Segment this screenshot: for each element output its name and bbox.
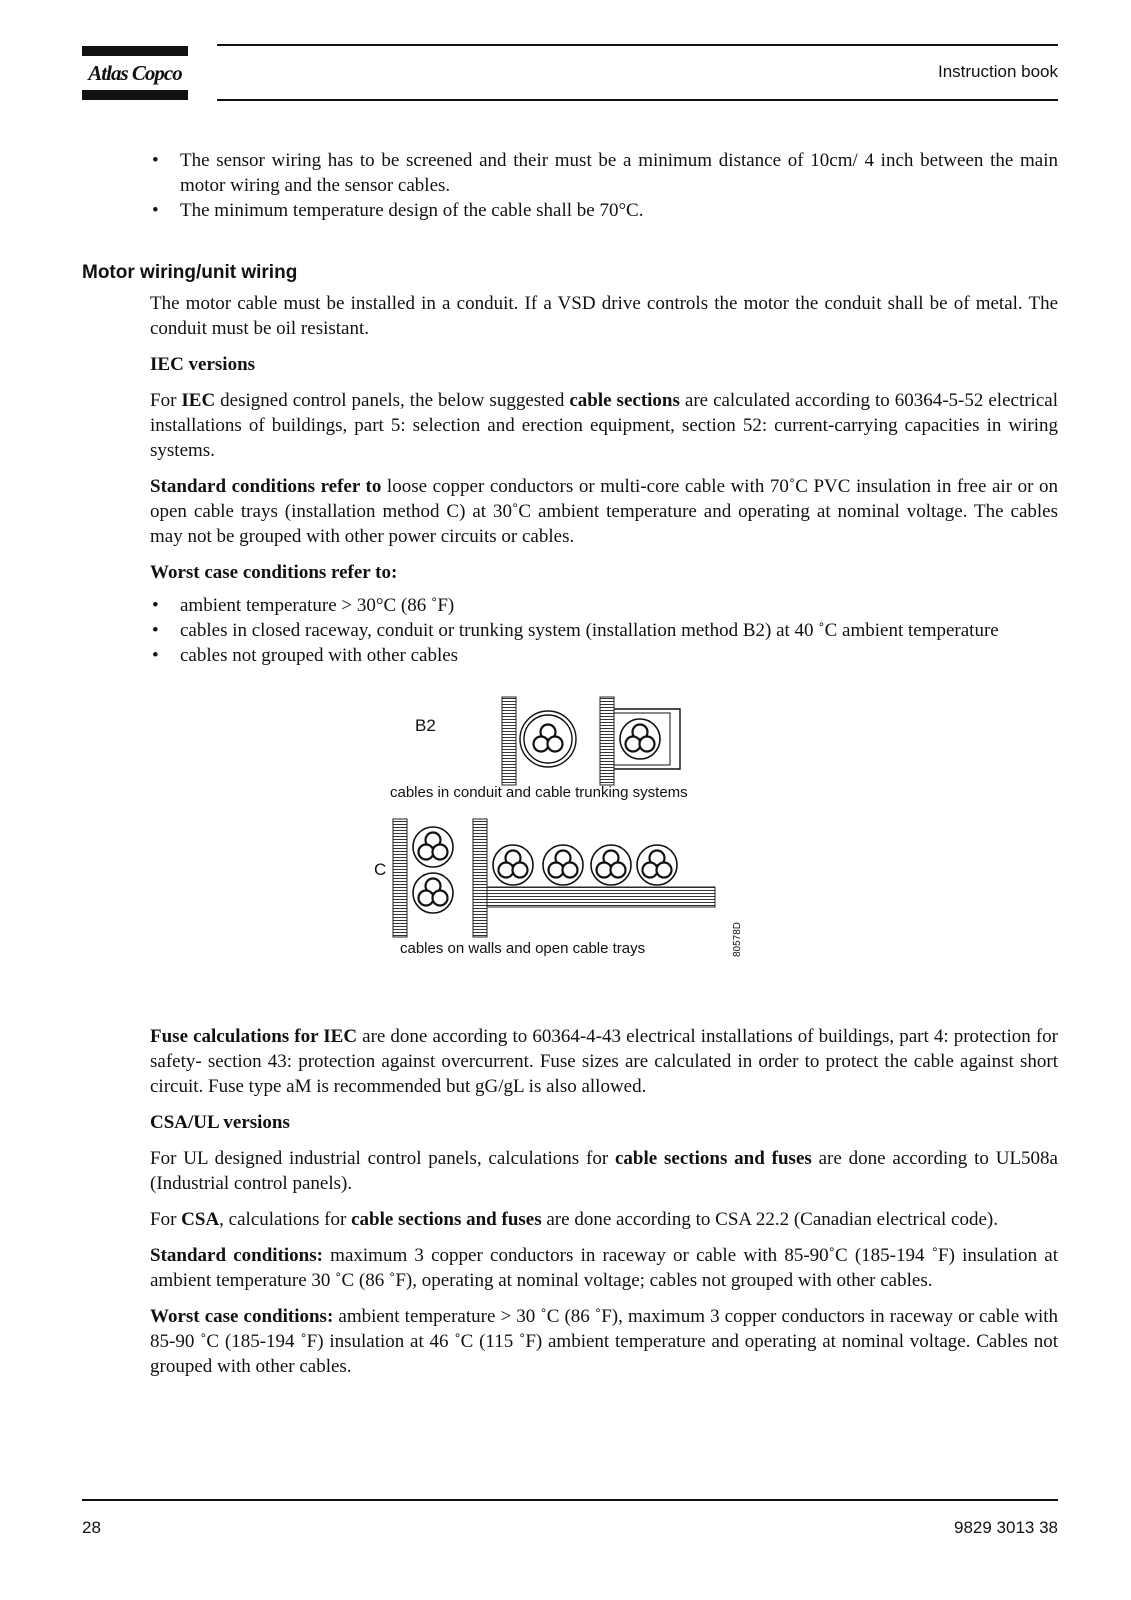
iec-heading: IEC versions: [150, 354, 256, 375]
header-rule-top: [217, 44, 1058, 46]
worst-case-bullet-list: [150, 593, 1058, 668]
intro-bullet-list: [150, 148, 1058, 223]
trunking-illustration: [600, 697, 680, 785]
open-tray-illustration: [473, 819, 715, 937]
list-item: • The minimum temperature design of the cable shall be 70°C.: [150, 198, 1058, 223]
list-item: • The sensor wiring has to be screened and their must be a minimum distance of 10cm/ 4 inch between the main motor wiring and the sensor cables.: [150, 148, 1058, 198]
csa-paragraph: For CSA, calculations for cable sections and fuses are done according to CSA 22.2 (Canadian electrical code).: [150, 1209, 998, 1230]
iec-worst-heading: Worst case conditions refer to:: [150, 562, 398, 583]
page-number: 28: [82, 1518, 101, 1537]
logo-bar-top: [82, 46, 188, 56]
list-item: • cables in closed raceway, conduit or trunking system (installation method B2) at 40 ˚C ambient temperature: [150, 618, 1058, 643]
motor-cable-paragraph: The motor cable must be installed in a conduit. If a VSD drive controls the motor the conduit shall be of metal. The conduit must be oil resistant.: [150, 293, 1058, 339]
iec-paragraph: For IEC designed control panels, the below suggested cable sections are calculated according to 60364-5-52 electrical installations of buildings, part 5: selection and erection equipment, section 52: current-carrying capacities in wiring systems.: [150, 390, 1058, 461]
atlas-copco-logo: [82, 46, 188, 100]
figure-caption-b2: cables in conduit and cable trunking systems: [390, 784, 688, 801]
figure-caption-c: cables on walls and open cable trays: [400, 940, 646, 957]
csa-worst-conditions: Worst case conditions: ambient temperature > 30 ˚C (86 ˚F), maximum 3 copper conductors in raceway or cable with 85-90 ˚C (185-194 ˚F) insulation at 46 ˚C (115 ˚F) ambient temperature and operating at nominal voltage. Cables not grouped with other cables.: [150, 1306, 1059, 1377]
logo-text: Atlas Copco: [88, 61, 182, 85]
section-heading: Motor wiring/unit wiring: [82, 262, 298, 283]
ul-paragraph: For UL designed industrial control panels, calculations for cable sections and fuses are done according to UL508a (Industrial control panels).: [150, 1148, 1058, 1194]
csa-standard-conditions: Standard conditions: maximum 3 copper conductors in raceway or cable with 85-90˚C (185-194 ˚F) insulation at ambient temperature 30 ˚C (86 ˚F), operating at nominal voltage; cables not grouped with other cables.: [150, 1245, 1058, 1291]
header-rule-bottom: [217, 99, 1058, 101]
footer-rule: [82, 1499, 1058, 1501]
fuse-paragraph: Fuse calculations for IEC are done according to 60364-4-43 electrical installations of buildings, part 4: protection for safety- section 43: protection against overcurrent. Fuse sizes are calculated in order to protect the cable against short circuit. Fuse type aM is recommended but gG/gL is also allowed.: [150, 1026, 1058, 1097]
installation-methods-figure: [374, 697, 760, 982]
fuse-csa-section: [150, 1024, 1058, 1390]
list-item: • cables not grouped with other cables: [150, 643, 1058, 668]
document-number: 9829 3013 38: [954, 1518, 1058, 1537]
figure-code: 80578D: [732, 921, 743, 957]
figure-label-c: C: [374, 860, 387, 879]
list-item: • ambient temperature > 30°C (86 ˚F): [150, 593, 1058, 618]
iec-section: [150, 291, 1058, 596]
figure-label-b2: B2: [415, 716, 436, 735]
header-title: Instruction book: [937, 62, 1058, 81]
iec-standard-conditions: Standard conditions refer to loose copper conductors or multi-core cable with 70˚C PVC insulation in free air or on open cable trays (installation method C) at 30˚C ambient temperature and operating at nominal voltage. The cables may not be grouped with other power circuits or cables.: [150, 476, 1058, 547]
wall-cables-illustration: [393, 819, 453, 937]
csa-heading: CSA/UL versions: [150, 1112, 290, 1133]
logo-bar-bottom: [82, 90, 188, 100]
conduit-illustration: [502, 697, 576, 785]
